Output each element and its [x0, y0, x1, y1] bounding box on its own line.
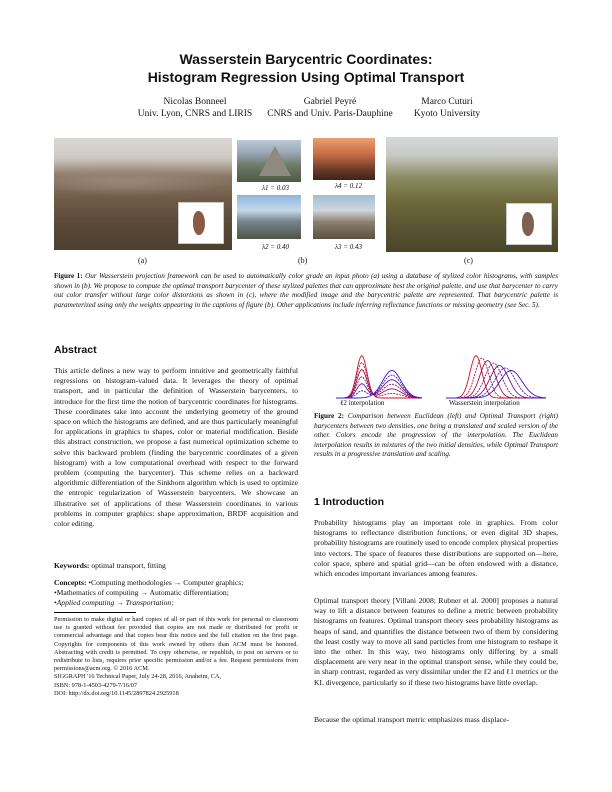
weight-label-4: λ4 = 0.12: [335, 182, 363, 190]
footnote-divider: [54, 612, 136, 613]
doi-line: DOI: http://dx.doi.org/10.1145/2897824.2925918: [54, 689, 179, 697]
figure-2-interpolation-plots: [314, 344, 558, 404]
paper-title-line1: Wasserstein Barycentric Coordinates:: [179, 51, 433, 67]
output-photo-c: [386, 137, 558, 252]
author-block-1: [120, 96, 270, 120]
author-affiliation: Univ. Lyon, CNRS and LIRIS: [137, 109, 253, 119]
paper-title-line2: Histogram Regression Using Optimal Transport: [147, 69, 465, 85]
author-affiliation: CNRS and Univ. Paris-Dauphine: [267, 109, 393, 119]
intro-paragraph-1: Probability histograms play an important role in graphics. From color histograms to reflectance distribution functions, or even digital 3D shapes, probability histograms are routinely used to encode complex physical properties into vectors. The space of features these distributions are supported on—here, color space, sphere and spatial grid—can be often endowed with a distance, which encodes important invariances among features.: [314, 518, 558, 579]
stylized-photo-2: [237, 195, 301, 239]
keywords-label: Keywords:: [54, 561, 90, 570]
concepts-line-1: •Computing methodologies → Computer graphics;: [88, 578, 244, 587]
l2-label: ℓ2 interpolation: [340, 399, 385, 407]
caption-label: Figure 1:: [54, 272, 83, 280]
isbn-line: ISBN: 978-1-4503-4279-7/16/07: [54, 681, 138, 689]
intro-paragraph-3: Because the optimal transport metric emphasizes mass displace-: [314, 715, 510, 724]
author-block-3: [372, 96, 522, 120]
l2-interpolation-plot: [336, 356, 422, 399]
wasserstein-interpolation-plot: [446, 356, 546, 399]
ccs-concepts: [54, 578, 298, 609]
keywords: [54, 561, 298, 571]
author-name: Gabriel Peyré: [303, 97, 357, 107]
panel-label-b: (b): [298, 256, 308, 265]
stylized-photo-1: [237, 140, 301, 182]
permission-notice: [54, 616, 298, 698]
permission-text: Permission to make digital or hard copies of all or part of this work for personal or classroom use is granted without fee provided that copies are not made or distributed for profit or commercial advantage and that copies bear this notice and the full citation on the first page. Copyrights for components of this work owned by others than ACM must be honored. Abstracting with credit is permitted. To copy otherwise, or republish, to post on servers or to redistribute to lists, requires prior specific permission and/or a fee. Request permissions from permissions@acm.org. © 2016 ACM.: [54, 616, 298, 673]
weight-label-1: λ1 = 0.03: [262, 184, 290, 192]
venue-line: SIGGRAPH '16 Technical Paper, July 24-28, 2016, Anaheim, CA,: [54, 673, 222, 681]
caption-label: Figure 2:: [314, 412, 345, 420]
caption-text: Our Wasserstein projection framework can be used to automatically color grade an input photo (a) using a database of stylized color histograms, with samples shown in (b). We propose to compute the optimal transport barycenter of these stylized palettes that can approximate best the original palette, and use that barycenter to carry out color transfer without large color distortions as shown in (c), where the modified image and the barycentric palette are represented. That barycentric palette is parameterized using only the weights appearing in the captions of figure (b). Other applications include inferring reflectance functions or missing geometry (see Sec. 5).: [54, 272, 558, 309]
stylized-photo-4: [313, 138, 375, 180]
panel-label-c: (c): [464, 256, 473, 265]
intro-paragraph-2: Optimal transport theory [Villani 2008; Rubner et al. 2000] proposes a natural way to lift a distance between features to define a metric between probability histograms on features. Optimal transport theory sees probability histograms as heaps of sand, and quantifies the distance between two of them by considering the least costly way to move all sand particles from one histogram to reshape it into the other. In this way, two histograms only differing by a small displacement are very near in the optimal transport sense, while they could be, in sharp contrast, regarded as very dissimilar under the ℓ2 and ℓ1 metrics or the KL divergence, particularly so if these two histograms have little overlap.: [314, 596, 558, 687]
panel-label-a: (a): [138, 256, 147, 265]
author-affiliation: Kyoto University: [413, 109, 481, 119]
color-cube-icon: [506, 203, 552, 245]
caption-text: Comparison between Euclidean (left) and Optimal Transport (right) barycenters between two densities, one being a translated and scaled version of the other. Colors encode the progression of the interpolation. The Euclidean interpolation results in mixtures of the two initial densities, while Optimal Transport results in a progressive translation and scaling.: [314, 412, 559, 459]
figure-1-caption: [54, 272, 558, 310]
wasserstein-label: Wasserstein interpolation: [449, 399, 520, 407]
color-cube-icon: [178, 202, 224, 244]
abstract-heading: Abstract: [54, 344, 97, 356]
keywords-text: optimal transport, fitting: [91, 561, 166, 570]
input-photo-a: [54, 138, 232, 250]
abstract-text: This article defines a new way to perform intuitive and geometrically faithful regressions on histogram-valued data. It leverages the theory of optimal transport, and in particular the definition of Wasserstein barycenters, to introduce for the first time the notion of barycentric coordinates for histograms. These coordinates take into account the underlying geometry of the ground space on which the histograms are defined, and are thus particularly meaningful for applications in graphics to shapes, color or material modification. Beside this abstract construction, we propose a fast numerical optimization scheme to solve this backward problem (finding the barycentric coordinates of a given histogram) with a low computational overhead with respect to the forward problem (computing the barycenter). This scheme relies on a backward algorithmic differentiation of the Sinkhorn algorithm which is used to optimize the entropic regularization of Wasserstein barycenters. We showcase an illustrative set of applications of these Wasserstein coordinates to various problems in computer graphics: shape approximation, BRDF acquisition and color editing.: [54, 366, 298, 529]
interpolation-curve: [336, 356, 422, 399]
weight-label-3: λ3 = 0.43: [335, 243, 363, 251]
stylized-photo-3: [313, 195, 375, 239]
figure-2-caption: [314, 412, 558, 460]
concepts-line-3: •Applied computing → Transportation;: [54, 598, 174, 608]
author-name: Nicolas Bonneel: [163, 97, 227, 107]
concepts-label: Concepts:: [54, 578, 87, 587]
author-name: Marco Cuturi: [421, 97, 473, 107]
weight-label-2: λ2 = 0.40: [262, 243, 290, 251]
concepts-line-2: •Mathematics of computing → Automatic differentiation;: [54, 588, 229, 598]
introduction-heading: 1 Introduction: [314, 496, 384, 508]
